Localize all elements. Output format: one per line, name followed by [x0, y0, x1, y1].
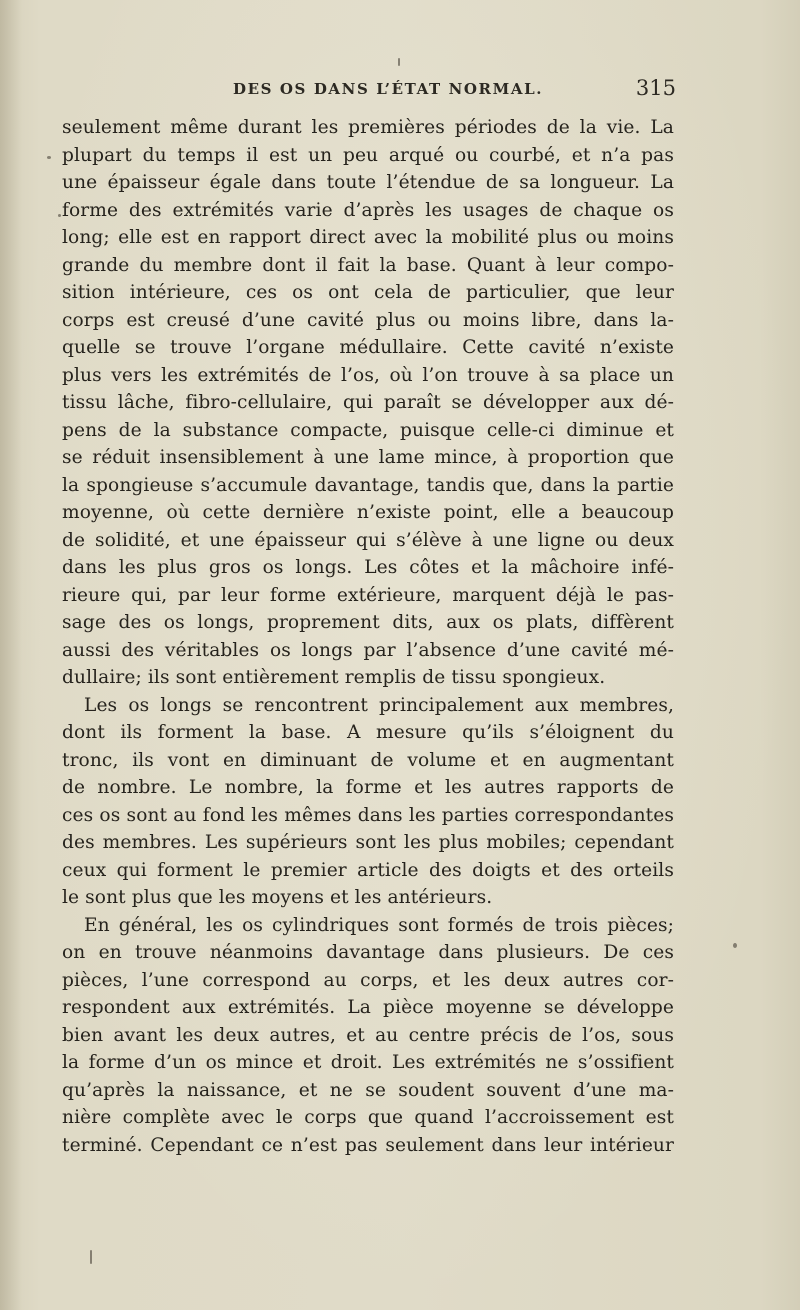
text-line: pièces, l’une correspond au corps, et les deux autres cor-: [62, 969, 674, 991]
page-gutter-shadow: [0, 0, 22, 1310]
paragraph-start-line: En général, les os cylindriques sont formés de trois pièces;: [84, 914, 674, 936]
text-line: plus vers les extrémités de l’os, où l’on trouve à sa place un: [62, 364, 674, 386]
text-line: ces os sont au fond les mêmes dans les parties correspondantes: [62, 804, 674, 826]
paper-speck: [733, 943, 737, 948]
text-line: moyenne, où cette dernière n’existe point, elle a beaucoup: [62, 502, 674, 523]
text-line: de nombre. Le nombre, la forme et les autres rapports de: [62, 777, 674, 798]
text-line: quelle se trouve l’organe médullaire. Cette cavité n’existe: [62, 337, 674, 358]
text-line: pens de la substance compacte, puisque celle-ci diminue et: [62, 419, 674, 441]
text-line: se réduit insensiblement à une lame mince, à proportion que: [62, 447, 674, 468]
page-number: 315: [635, 76, 676, 100]
text-line: corps est creusé d’une cavité plus ou moins libre, dans la-: [62, 309, 674, 331]
text-line: qu’après la naissance, et ne se soudent souvent d’une ma-: [62, 1079, 674, 1101]
text-line: dans les plus gros os longs. Les côtes et la mâchoire infé-: [62, 557, 674, 578]
text-line: rieure qui, par leur forme extérieure, marquent déjà le pas-: [62, 584, 674, 606]
text-line: on en trouve néanmoins davantage dans plusieurs. De ces: [62, 942, 674, 963]
text-line: ceux qui forment le premier article des doigts et des orteils: [62, 859, 674, 881]
text-line: sition intérieure, ces os ont cela de particulier, que leur: [62, 282, 674, 303]
text-line: tronc, ils vont en diminuant de volume et en augmentant: [62, 749, 674, 771]
page-header: [233, 76, 676, 102]
paper-speck: [398, 58, 400, 66]
text-line: des membres. Les supérieurs sont les plus mobiles; cependant: [62, 832, 674, 853]
text-line: une épaisseur égale dans toute l’étendue de sa longueur. La: [62, 172, 674, 193]
text-line: bien avant les deux autres, et au centre précis de l’os, sous: [62, 1024, 674, 1046]
running-title: DES OS DANS L’ÉTAT NORMAL.: [233, 80, 544, 98]
text-line: grande du membre dont il fait la base. Quant à leur compo-: [62, 254, 674, 276]
text-line: seulement même durant les premières périodes de la vie. La: [62, 117, 674, 138]
text-line: sage des os longs, proprement dits, aux os plats, diffèrent: [62, 612, 674, 633]
paper-speck: [58, 214, 61, 217]
text-line: nière complète avec le corps que quand l’accroissement est: [62, 1107, 674, 1128]
text-line: dont ils forment la base. A mesure qu’ils s’éloignent du: [62, 722, 674, 743]
paragraph-start-line: Les os longs se rencontrent principalement aux membres,: [84, 694, 674, 716]
text-line: tissu lâche, fibro-cellulaire, qui paraît se développer aux dé-: [62, 392, 674, 413]
text-line: aussi des véritables os longs par l’absence d’une cavité mé-: [62, 639, 674, 661]
text-line: long; elle est en rapport direct avec la mobilité plus ou moins: [62, 227, 674, 248]
text-line: plupart du temps il est un peu arqué ou courbé, et n’a pas: [62, 144, 674, 166]
paragraph-end-line: dullaire; ils sont entièrement remplis de tissu spongieux.: [62, 667, 606, 688]
text-line: de solidité, et une épaisseur qui s’élève à une ligne ou deux: [62, 529, 674, 551]
body-text: [62, 114, 674, 1159]
text-line: terminé. Cependant ce n’est pas seulement dans leur intérieur: [62, 1134, 674, 1156]
text-line: respondent aux extrémités. La pièce moyenne se développe: [62, 997, 674, 1018]
text-line: forme des extrémités varie d’après les usages de chaque os: [62, 199, 674, 221]
paragraph-end-line: le sont plus que les moyens et les antérieurs.: [62, 887, 493, 908]
paper-speck: [90, 1250, 92, 1264]
text-line: la forme d’un os mince et droit. Les extrémités ne s’ossifient: [62, 1052, 674, 1073]
text-line: la spongieuse s’accumule davantage, tandis que, dans la partie: [62, 474, 674, 496]
paper-speck: [47, 156, 51, 159]
